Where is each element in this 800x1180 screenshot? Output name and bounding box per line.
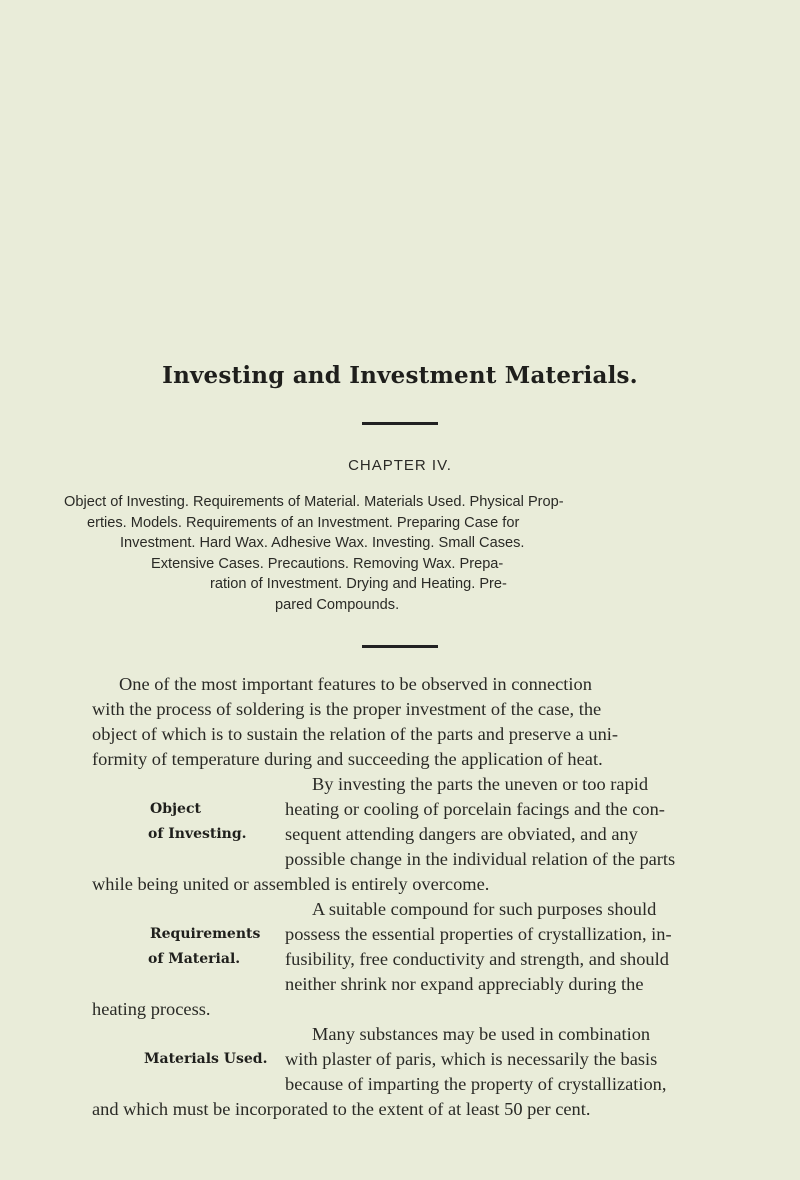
- body-line: possible change in the individual relation of the parts: [285, 849, 676, 869]
- body-line: fusibility, free conductivity and strength, and should: [285, 949, 669, 969]
- sidenote-materials-used: Materials Used.: [144, 1051, 268, 1067]
- synopsis-line: Object of Investing. Requirements of Material. Materials Used. Physical Prop-: [64, 494, 564, 510]
- sidenote-of-investing: of Investing.: [148, 826, 247, 842]
- body-line: One of the most important features to be observed in connection: [119, 674, 592, 694]
- title-rule: [362, 422, 438, 425]
- body-line: formity of temperature during and succeeding the application of heat.: [92, 749, 603, 769]
- body-line: heating or cooling of porcelain facings and the con-: [285, 799, 665, 819]
- sidenote-requirements: Requirements: [150, 926, 261, 942]
- body-line: heating process.: [92, 999, 211, 1019]
- sidenote-object: Object: [150, 801, 201, 817]
- chapter-title: Investing and Investment Materials.: [162, 362, 638, 389]
- chapter-number: CHAPTER IV.: [348, 457, 452, 474]
- sidenote-of-material: of Material.: [148, 951, 241, 967]
- synopsis-line: ration of Investment. Drying and Heating. Pre-: [210, 576, 507, 593]
- body-line: neither shrink nor expand appreciably during the: [285, 974, 644, 994]
- chapter-synopsis: [64, 492, 736, 616]
- body-line: sequent attending dangers are obviated, and any: [285, 824, 638, 844]
- body-line: object of which is to sustain the relation of the parts and preserve a uni-: [92, 724, 619, 744]
- synopsis-line: pared Compounds.: [275, 596, 400, 613]
- body-line: possess the essential properties of crystallization, in-: [285, 924, 672, 944]
- body-line: and which must be incorporated to the extent of at least 50 per cent.: [92, 1099, 591, 1119]
- body-line: By investing the parts the uneven or too rapid: [312, 774, 649, 794]
- synopsis-rule: [362, 645, 438, 648]
- synopsis-line: Investment. Hard Wax. Adhesive Wax. Investing. Small Cases.: [120, 535, 525, 552]
- body-line: Many substances may be used in combination: [312, 1024, 651, 1044]
- synopsis-line: erties. Models. Requirements of an Investment. Preparing Case for: [87, 514, 520, 531]
- body-line: with the process of soldering is the proper investment of the case, the: [92, 699, 602, 719]
- body-line: with plaster of paris, which is necessarily the basis: [285, 1049, 658, 1069]
- body-line: A suitable compound for such purposes should: [312, 899, 657, 919]
- body-line: while being united or assembled is entirely overcome.: [92, 874, 490, 894]
- synopsis-line: Extensive Cases. Precautions. Removing Wax. Prepa-: [151, 555, 504, 572]
- body-line: because of imparting the property of crystallization,: [285, 1074, 667, 1094]
